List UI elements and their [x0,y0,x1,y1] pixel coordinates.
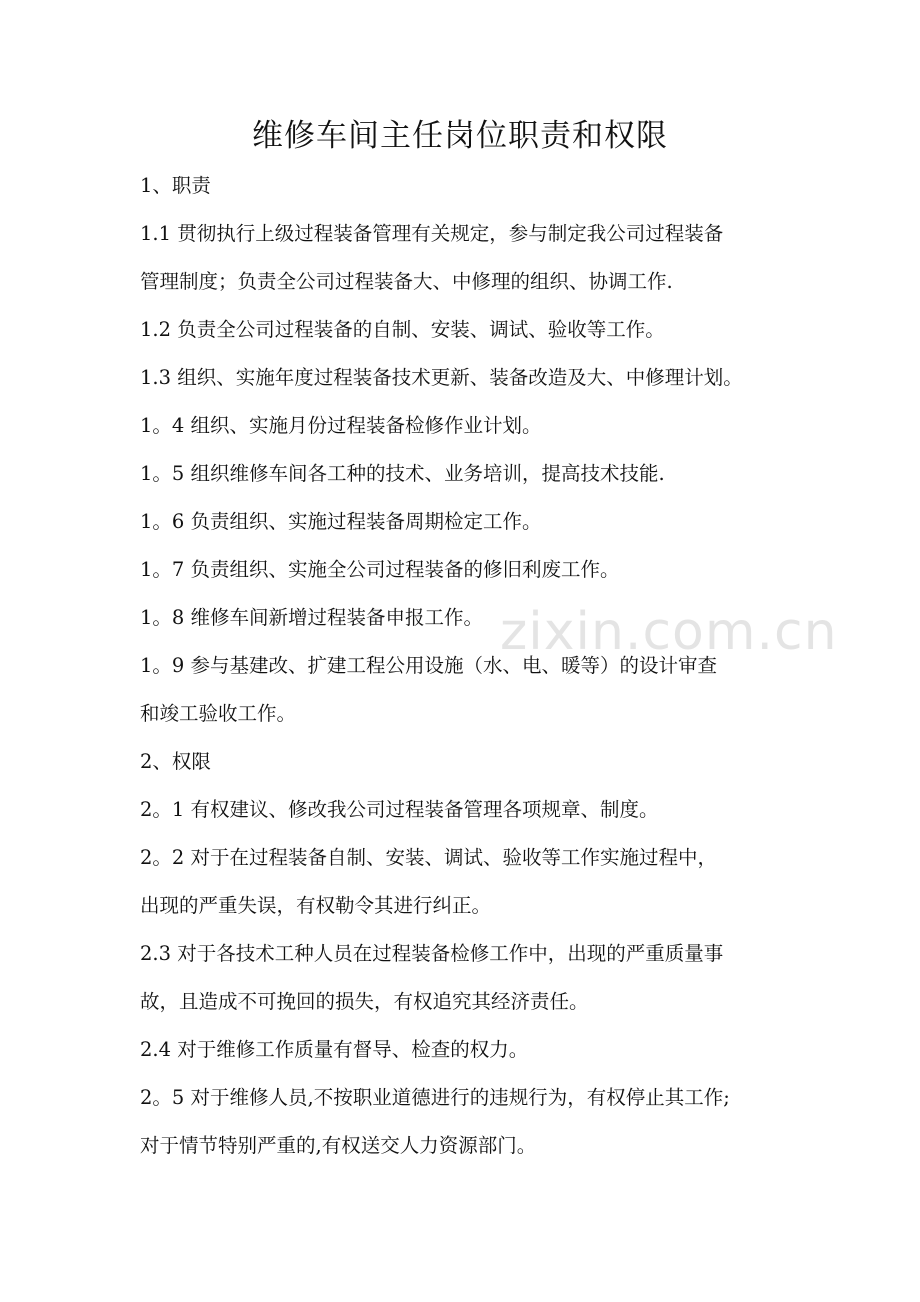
text-line: 2。1 有权建议、修改我公司过程装备管理各项规章、制度。 [140,798,659,821]
document-body [140,162,840,1170]
text-line: 1。4 组织、实施月份过程装备检修作业计划。 [140,414,542,437]
text-line: 2.4 对于维修工作质量有督导、检查的权力。 [140,1038,529,1061]
text-line: 1.3 组织、实施年度过程装备技术更新、装备改造及大、中修理计划。 [140,366,743,389]
text-line: 2。5 对于维修人员,不按职业道德进行的违规行为，有权停止其工作; [140,1086,730,1109]
section-heading-authority: 2、权限 [140,750,211,773]
text-line: 2。2 对于在过程装备自制、安装、调试、验收等工作实施过程中， [140,846,718,869]
text-line: 1。6 负责组织、实施过程装备周期检定工作。 [140,510,542,533]
text-line: 1。8 维修车间新增过程装备申报工作。 [140,606,484,629]
section-heading-duties: 1、职责 [140,174,211,197]
text-line: 1.2 负责全公司过程装备的自制、安装、调试、验收等工作。 [140,318,665,341]
text-line: 1.1 贯彻执行上级过程装备管理有关规定，参与制定我公司过程装备 [140,222,724,245]
text-line: 出现的严重失误，有权勒令其进行纠正。 [140,894,492,917]
text-line: 1。5 组织维修车间各工种的技术、业务培训，提高技术技能. [140,462,665,485]
text-line: 和竣工验收工作。 [140,702,297,725]
text-line: 2.3 对于各技术工种人员在过程装备检修工作中，出现的严重质量事 [140,942,724,965]
watermark: zixin.com.cn [500,602,838,662]
text-line: 1。9 参与基建改、扩建工程公用设施（水、电、暖等）的设计审查 [140,654,718,677]
text-line: 1。7 负责组织、实施全公司过程装备的修旧利废工作。 [140,558,620,581]
document-title: 维修车间主任岗位职责和权限 [252,118,668,154]
text-line: 故，且造成不可挽回的损失，有权追究其经济责任。 [140,990,589,1013]
text-line: 管理制度；负责全公司过程装备大、中修理的组织、协调工作. [140,270,673,293]
text-line: 对于情节特别严重的,有权送交人力资源部门。 [140,1134,537,1157]
